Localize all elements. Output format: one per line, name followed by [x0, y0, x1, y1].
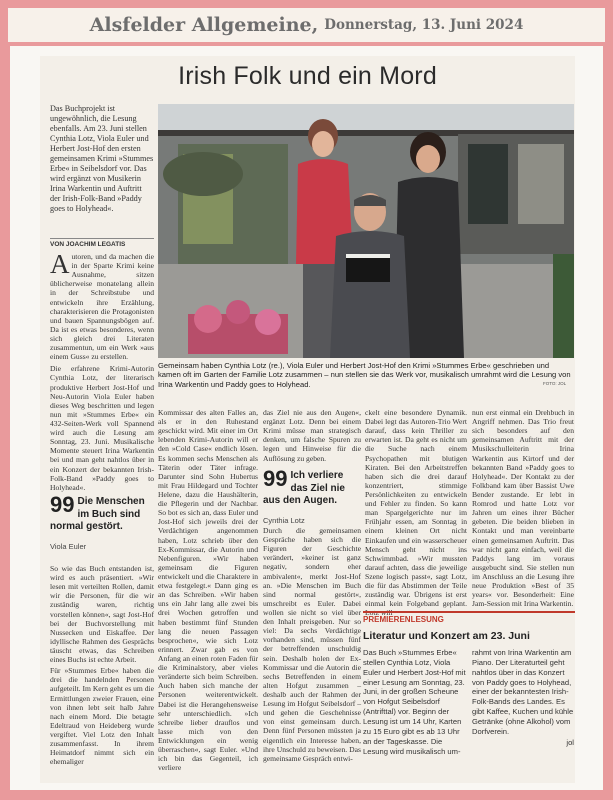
- garden-photo-illustration: [158, 104, 574, 358]
- article-clipping: [40, 56, 575, 783]
- info-box-column-2: [472, 648, 574, 780]
- info-box-text-2: rahmt von Irina Warkentin am Piano. Der Literaturteil geht nahtlos über in das Konzert von Paddy goes to Holyhead, einer der bekanntesten Irish-Folk-Bands des Landes. Es gibt Kaffee, Kuchen und kühle Getränke (ohne Alkohol) vom Dorfverein.: [472, 648, 574, 736]
- pull-quote-text: Die Menschen im Buch sind normal gestört.: [50, 496, 145, 532]
- newspaper-name: Alsfelder Allgemeine,: [89, 14, 319, 36]
- article-photo: [158, 104, 574, 358]
- article-column-4: [365, 408, 467, 618]
- issue-date: Donnerstag, 13. Juni 2024: [324, 17, 524, 33]
- paragraph-col3b: Durch die gemeinsamen Gespräche haben sich die Figuren der Geschichte verändert, »keiner ist ganz negativ, sondern eher ambivalent«, merkt Jost-Hof an. »Die Menschen im Buch sind normal gestört«, umschreibt es Euler. Dabei wollen sie nicht so viel über den Inhalt preisgeben. Nur so viel: Da sechs Verdächtige vorhanden sind, müssen fünf der betreffenden unschuldig sein. Deshalb holen der Ex-Kommissar und die Autorin die sechs Betreffenden in einem alten Hofgut zusammen – deshalb auch der Rahmen der Lesung im Hofgut Seibelsdorf – und gehen die Geschehnisse von einst gemeinsam durch. Denn fünf Personen müssten ja eigentlich ein Interesse haben, ihre Unschuld zu beweisen. Das gemeinsame Gespräch entwi-: [263, 526, 361, 763]
- paragraph-col4: ckelt eine besondere Dynamik. Dabei legt das Autoren-Trio Wert darauf, dass kein Thriller zu erwarten ist. Da geht es nicht um die Suche nach einem Psychopathen mit blutigen Kiraten. Bei den Arbeitstreffen haben sich die drei darauf konzentriert, stimmige Persönlichkeiten zu entwickeln und Fehler zu finden. So kann man Spargelgerichte nur im Frühjahr essen, am Sonntag in einem kleinen Ort nicht Einkaufen und ein wasserscheuer Mensch geht nicht ins Schwimmbad. »Wir mussten darauf achten, dass die jeweilige Szene logisch passt«, sagt Lotz, die für das Abstimmen der Teile zuständig war. Übrigens ist erst einmal kein Folgeband geplant. Lotz will: [365, 408, 467, 618]
- article-headline: Irish Folk und ein Mord: [178, 62, 437, 90]
- newspaper-masthead: [8, 8, 605, 42]
- article-intro: Das Buchprojekt ist ungewöhnlich, die Lesung ebenfalls. Am 23. Juni stellen Cynthia Lotz, Viola Euler und Herbert Jost-Hof den ersten gemeinsamen Krimi »Stummes Erbe« in Seibelsdorf vor. Das wird ergänzt von Musikerin Irina Warkentin und Auftritt der Irish-Folk-Band »Paddy goes to Holyhead«.: [50, 104, 154, 213]
- info-box-column-1: [363, 648, 466, 780]
- quote-mark-icon: 99: [263, 466, 288, 491]
- paragraph-3: So wie das Buch entstanden ist, wird es auch präsentiert. »Wir lesen mit verteilten Rollen, damit wir die Personen, für die wir zuständig waren, richtig vorstellen können«, sagt Jost-Hof bei der Buchvorstellung mit Nussecken und Eiskaffee. Der idyllische Rahmen des Gesprächs täuscht etwas, das Schreiben eines Buchs ist echte Arbeit.: [50, 564, 154, 665]
- paper-sheet: [10, 46, 603, 790]
- paragraph-col3a: das Ziel nie aus den Augen«, ergänzt Lotz. Denn bei einem Krimi müsse man strategisch denken, um falsche Spuren zu legen und Hinweise für die Auflösung zu geben.: [263, 408, 361, 463]
- info-box-signature: jol: [566, 737, 574, 747]
- paragraph-2: Die erfahrene Krimi-Autorin Cynthia Lotz, der literarisch produktive Herbert Jost-Hof und Neu-Autorin Viola Euler haben dieses Weg beschritten und legen nun mit »Stummes Erbe« ein 432-Seiten-Werk voll Spannend wird auch die Lesung am Sonntag, 23. Juni. Musikalische Momente steuert Irina Warkentin bei und man geht nahtlos über in ein Konzert der bekannten Irish-Folk-Band »Paddy goes to Holyhead«.: [50, 364, 154, 492]
- article-column-5: [472, 408, 574, 608]
- article-column-2: [158, 408, 258, 780]
- photo-credit: FOTO: JOL: [543, 381, 567, 386]
- info-box-text-1: Das Buch »Stummes Erbe« stellen Cynthia Lotz, Viola Euler und Herbert Jost-Hof mit einer Lesung am Sonntag, 23. Juni, in der großen Scheune von Hofgut Seibelsdorf (Antrifttal) vor. Beginn der Lesung ist um 14 Uhr, Karten zu 15 Euro gibt es ab 13 Uhr an der Tageskasse. Die Lesung wird musikalisch um-: [363, 648, 466, 756]
- pull-quote-euler: [50, 492, 154, 551]
- article-column-3a: [263, 408, 361, 468]
- paragraph-col2: Kommissar des alten Falles an, als er in den Ruhestand geschickt wird. Mit einer im Ort lebenden Krimi-Autorin will er den »Cold Case« endlich lösen. Es kommen sechs Menschen als Täterin oder Täter infrage. Darunter sind Sohn Hubertus mit Frau Hildegard und Tochter Helene, dazu die Haushälterin, die Pflegerin und der Nachbar. So bot es sich an, dass Euler und Jost-Hof sich jeweils drei der Verdächtigen angenommen haben, Lotz schrieb über den Ex-Kommissar, die Autorin und Nebenfiguren. »Wir haben gemeinsam die Figuren entwickelt und die Charaktere in etwa festgelegt.« Dann ging es an das Schreiben. »Wir haben uns ein Jahr lang alle zwei bis drei Wochen getroffen und haben bestimmt fünf Stunden lang die neuen Passagen besprochen«, wie sich Lotz erinnert. Zwar gab es von Anfang an einen roten Faden für die Kriminalstory, aber vieles veränderte sich beim Schreiben. Auch haben sich manche der Personen weiterentwickelt. Dabei ist die Herangehensweise sehr unterschiedlich. »Ich schreibe lieber drauflos und lasse mich von den Entwicklungen ein wenig überraschen«, sagt Euler. »Und ich bin das Gegenteil, ich verliere: [158, 408, 258, 773]
- article-author: VON JOACHIM LEGATIS: [50, 238, 154, 248]
- paragraph-col5: nun erst einmal ein Drehbuch in Angriff nehmen. Das Trio freut sich besonders auf den gemeinsamen Auftritt mit der Musikschulleiterin Irina Warkentin aus Kirtorf und der bekannten Band »Paddy goes to Holyhead«. Der Kontakt zu der Folkband kam über Bassist Uwe Bender zustande. Er lebt in Romrod und hatte Lotz vor Jahren um eines ihrer Bücher gebeten. Die beiden blieben in Kontakt und man vereinbarte einen gemeinsamen Auftritt. Das war nicht ganz einfach, weil die Paddys lang im voraus ausgebucht sind. Sie stellen nun im Anschluss an die Lesung ihre neue Produktion »Best of 35 years« vor. Besonderheit: Eine Jam-Session mit Irina Warkentin.: [472, 408, 574, 609]
- info-box-title: Literatur und Konzert am 23. Juni: [363, 630, 530, 642]
- article-column-3b: [263, 526, 361, 780]
- photo-caption: Gemeinsam haben Cynthia Lotz (re.), Viola Euler und Herbert Jost-Hof den Krimi »Stummes Erbe« geschrieben und kamen oft im Garten der Familie Lotz zusammen – nun stellen sie das Werk vor, musikalisch umrahmt wird die Lesung von Irina Warkentin und Paddy goes to Holyhead.: [158, 361, 571, 389]
- pull-quote-lotz: [263, 466, 361, 525]
- info-box-label: PREMIERENLESUNG: [363, 611, 575, 623]
- article-column-1: [50, 249, 154, 495]
- pull-quote-author: Viola Euler: [50, 541, 87, 551]
- article-column-1b: [50, 564, 154, 779]
- paragraph-1: utoren, und da machen die in der Sparte Krimi keine Ausnahme, sitzen üblicherweise monatelang allein in der Schreibstube und entwickeln ihre Erzählung, charakterisieren die Protagonisten und bauen Spannungsbögen auf. Da ist es etwas besonderes, wenn sich gleich drei Literaten zusammentun, um ein Werk »aus einem Guss« zu erstellen.: [50, 252, 154, 362]
- pull-quote-text: Ich verliere das Ziel nie aus den Augen.: [263, 470, 345, 506]
- drop-cap: A: [50, 249, 70, 279]
- quote-mark-icon: 99: [50, 492, 75, 517]
- paragraph-4: Für »Stummes Erbe« haben die drei die handelnden Personen aufgeteilt. Im Kern geht es um die Ermittlungen zweier Frauen, eine von ihnen lebt seit halb Jahre nach einem Mord. Die betagte Edeltraud von Heideberg wurde vergiftet. Viel Lotz den Inhalt zusammenfasst. In ihrem Heimatdorf nimmt sich ein ehemaliger: [50, 666, 154, 767]
- pull-quote-author: Cynthia Lotz: [263, 515, 305, 525]
